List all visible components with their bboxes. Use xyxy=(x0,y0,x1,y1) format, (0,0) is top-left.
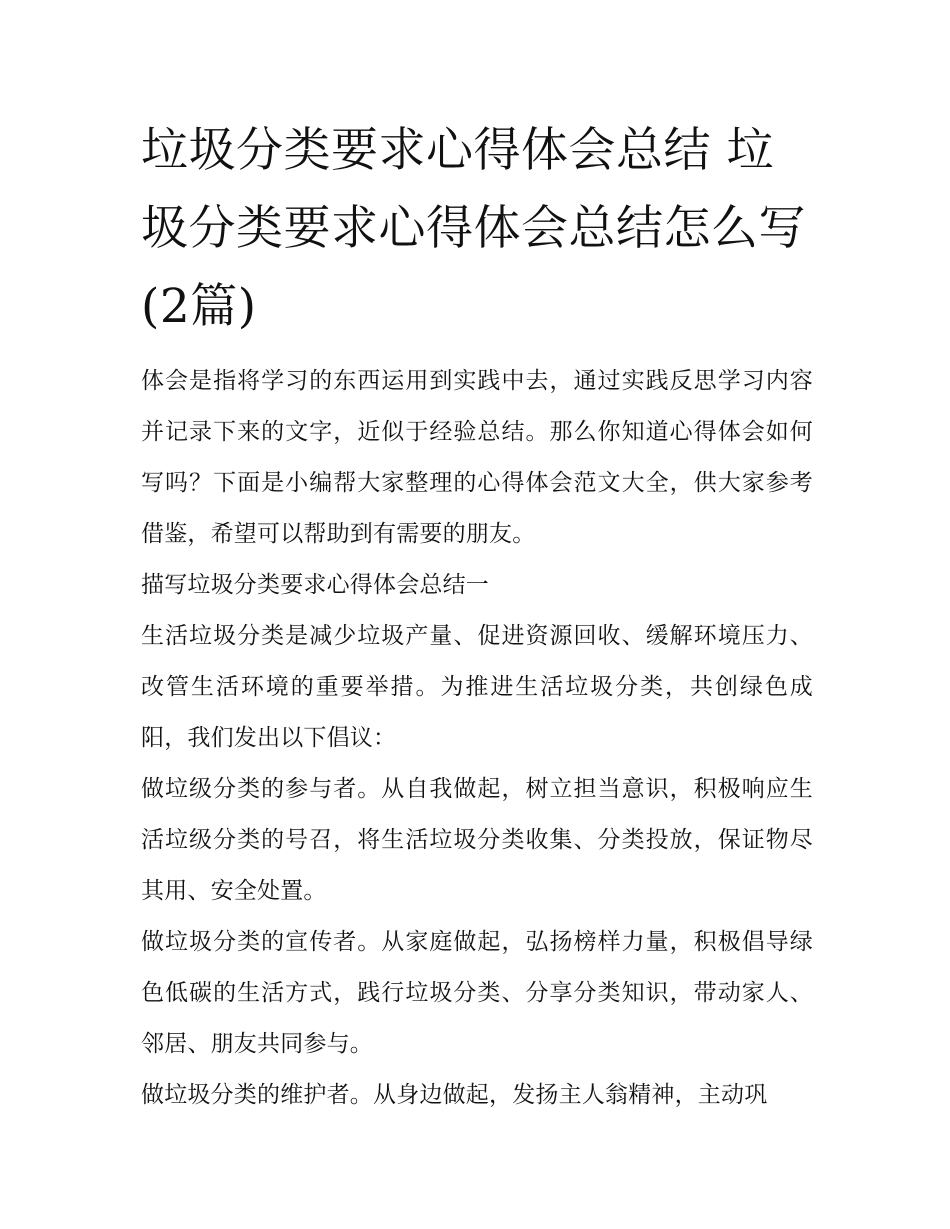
document-body xyxy=(141,356,813,1121)
section-heading: 描写垃圾分类要求心得体会总结一 xyxy=(141,572,489,598)
body-paragraph: 做垃圾分类的宣传者。从家庭做起，弘扬榜样力量，积极倡导绿色低碳的生活方式，践行垃圾分类、分享分类知识，带动家人、邻居、朋友共同参与。 xyxy=(141,929,813,1057)
document-content xyxy=(141,112,813,1121)
intro-paragraph: 体会是指将学习的东西运用到实践中去，通过实践反思学习内容并记录下来的文字，近似于经验总结。那么你知道心得体会如何写吗？下面是小编帮大家整理的心得体会范文大全，供大家参考借鉴，希望可以帮助到有需要的朋友。 xyxy=(141,368,813,547)
body-paragraph: 做垃级分类的参与者。从自我做起，树立担当意识，积极响应生活垃级分类的号召，将生活垃圾分类收集、分类投放，保证物尽其用、安全处置。 xyxy=(141,776,813,904)
document-title: 垃圾分类要求心得体会总结 垃圾分类要求心得体会总结怎么写(2篇) xyxy=(141,123,806,334)
body-paragraph: 做垃圾分类的维护者。从身边做起，发扬主人翁精神，主动巩 xyxy=(141,1082,768,1108)
body-paragraph: 生活垃圾分类是减少垃圾产量、促进资源回收、缓解环境压力、改管生活环境的重要举措。为推进生活垃圾分类，共创绿色成阳，我们发出以下倡议： xyxy=(141,623,813,751)
